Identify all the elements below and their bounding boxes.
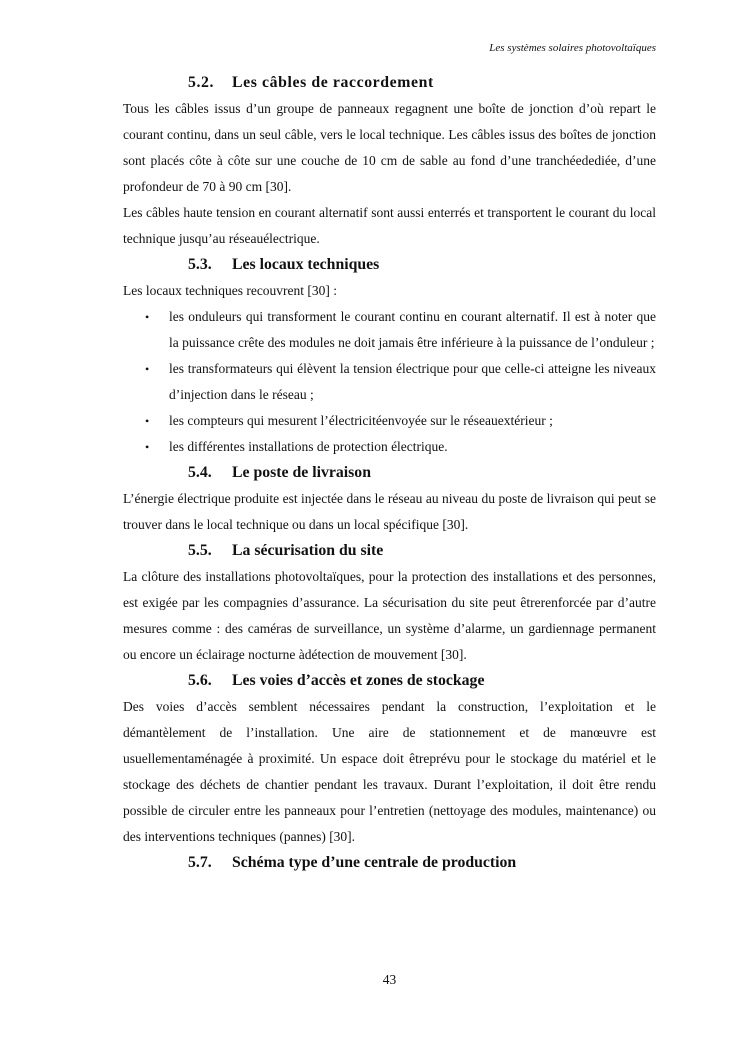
list-item-text: les transformateurs qui élèvent la tension électrique pour que celle-ci atteigne les niveaux d’injection dans le réseau ; bbox=[169, 361, 656, 402]
paragraph: Des voies d’accès semblent nécessaires pendant la construction, l’exploitation et le démantèlement de l’installation. Une aire de stationnement et de manœuvre est usuellementaménagée à proximité. Un espace doit êtreprévu pour le stockage du matériel et le stockage des déchets de chantier pendant les travaux. Durant l’exploitation, il doit être rendu possible de circuler entre les panneaux pour l’entretien (nettoyage des modules, maintenance) ou des interventions techniques (pannes) [30]. bbox=[123, 699, 656, 844]
running-header: Les systèmes solaires photovoltaïques bbox=[489, 42, 656, 54]
list-item bbox=[123, 434, 656, 460]
bullet-list bbox=[123, 304, 656, 460]
section-title: La sécurisation du site bbox=[232, 542, 384, 559]
list-item bbox=[123, 408, 656, 434]
section-title: Les câbles de raccordement bbox=[232, 74, 434, 91]
section-number: 5.7. bbox=[188, 854, 212, 871]
list-item-text: les différentes installations de protection électrique. bbox=[169, 439, 448, 454]
paragraph: Les câbles haute tension en courant alternatif sont aussi enterrés et transportent le courant du local technique jusqu’au réseauélectrique. bbox=[123, 205, 656, 246]
section-number: 5.4. bbox=[188, 464, 212, 481]
page-content bbox=[123, 70, 656, 876]
list-item bbox=[123, 304, 656, 356]
paragraph: L’énergie électrique produite est injectée dans le réseau au niveau du poste de livraison qui peut se trouver dans le local technique ou dans un local spécifique [30]. bbox=[123, 491, 656, 532]
page-number: 43 bbox=[382, 972, 397, 987]
list-item-text: les onduleurs qui transforment le courant continu en courant alternatif. Il est à noter que la puissance crête des modules ne doit jamais être inférieure à la puissance de l’onduleur ; bbox=[169, 309, 656, 350]
paragraph: La clôture des installations photovoltaïques, pour la protection des installations et des personnes, est exigée par les compagnies d’assurance. La sécurisation du site peut êtrerenforcée par d’autre mesures comme : des caméras de surveillance, un système d’alarme, un gardiennage permanent ou encore un éclairage nocturne àdétection de mouvement [30]. bbox=[123, 569, 656, 662]
section-title: Schéma type d’une centrale de production bbox=[232, 854, 517, 871]
list-item-text: les compteurs qui mesurent l’électricitéenvoyée sur le réseauextérieur ; bbox=[169, 413, 553, 428]
section-title: Le poste de livraison bbox=[232, 464, 371, 481]
list-item bbox=[123, 356, 656, 408]
section-number: 5.3. bbox=[188, 256, 212, 273]
section-heading-5-6 bbox=[123, 668, 656, 694]
section-heading-5-4 bbox=[123, 460, 656, 486]
section-heading-5-3 bbox=[123, 252, 656, 278]
section-number: 5.6. bbox=[188, 672, 212, 689]
paragraph: Les locaux techniques recouvrent [30] : bbox=[123, 283, 338, 298]
section-heading-5-2 bbox=[123, 70, 656, 96]
section-heading-5-7 bbox=[123, 850, 656, 876]
section-number: 5.5. bbox=[188, 542, 212, 559]
section-title: Les locaux techniques bbox=[232, 256, 380, 273]
bullet-icon: • bbox=[145, 362, 150, 376]
section-title: Les voies d’accès et zones de stockage bbox=[232, 672, 485, 689]
bullet-icon: • bbox=[145, 440, 150, 454]
bullet-icon: • bbox=[145, 310, 150, 324]
paragraph: Tous les câbles issus d’un groupe de panneaux regagnent une boîte de jonction d’où repart le courant continu, dans un seul câble, vers le local technique. Les câbles issus des boîtes de jonction sont placés côte à côte sur une couche de 10 cm de sable au fond d’une tranchéedediée, d’une profondeur de 70 à 90 cm [30]. bbox=[123, 101, 656, 194]
bullet-icon: • bbox=[145, 414, 150, 428]
section-number: 5.2. bbox=[188, 74, 215, 91]
section-heading-5-5 bbox=[123, 538, 656, 564]
